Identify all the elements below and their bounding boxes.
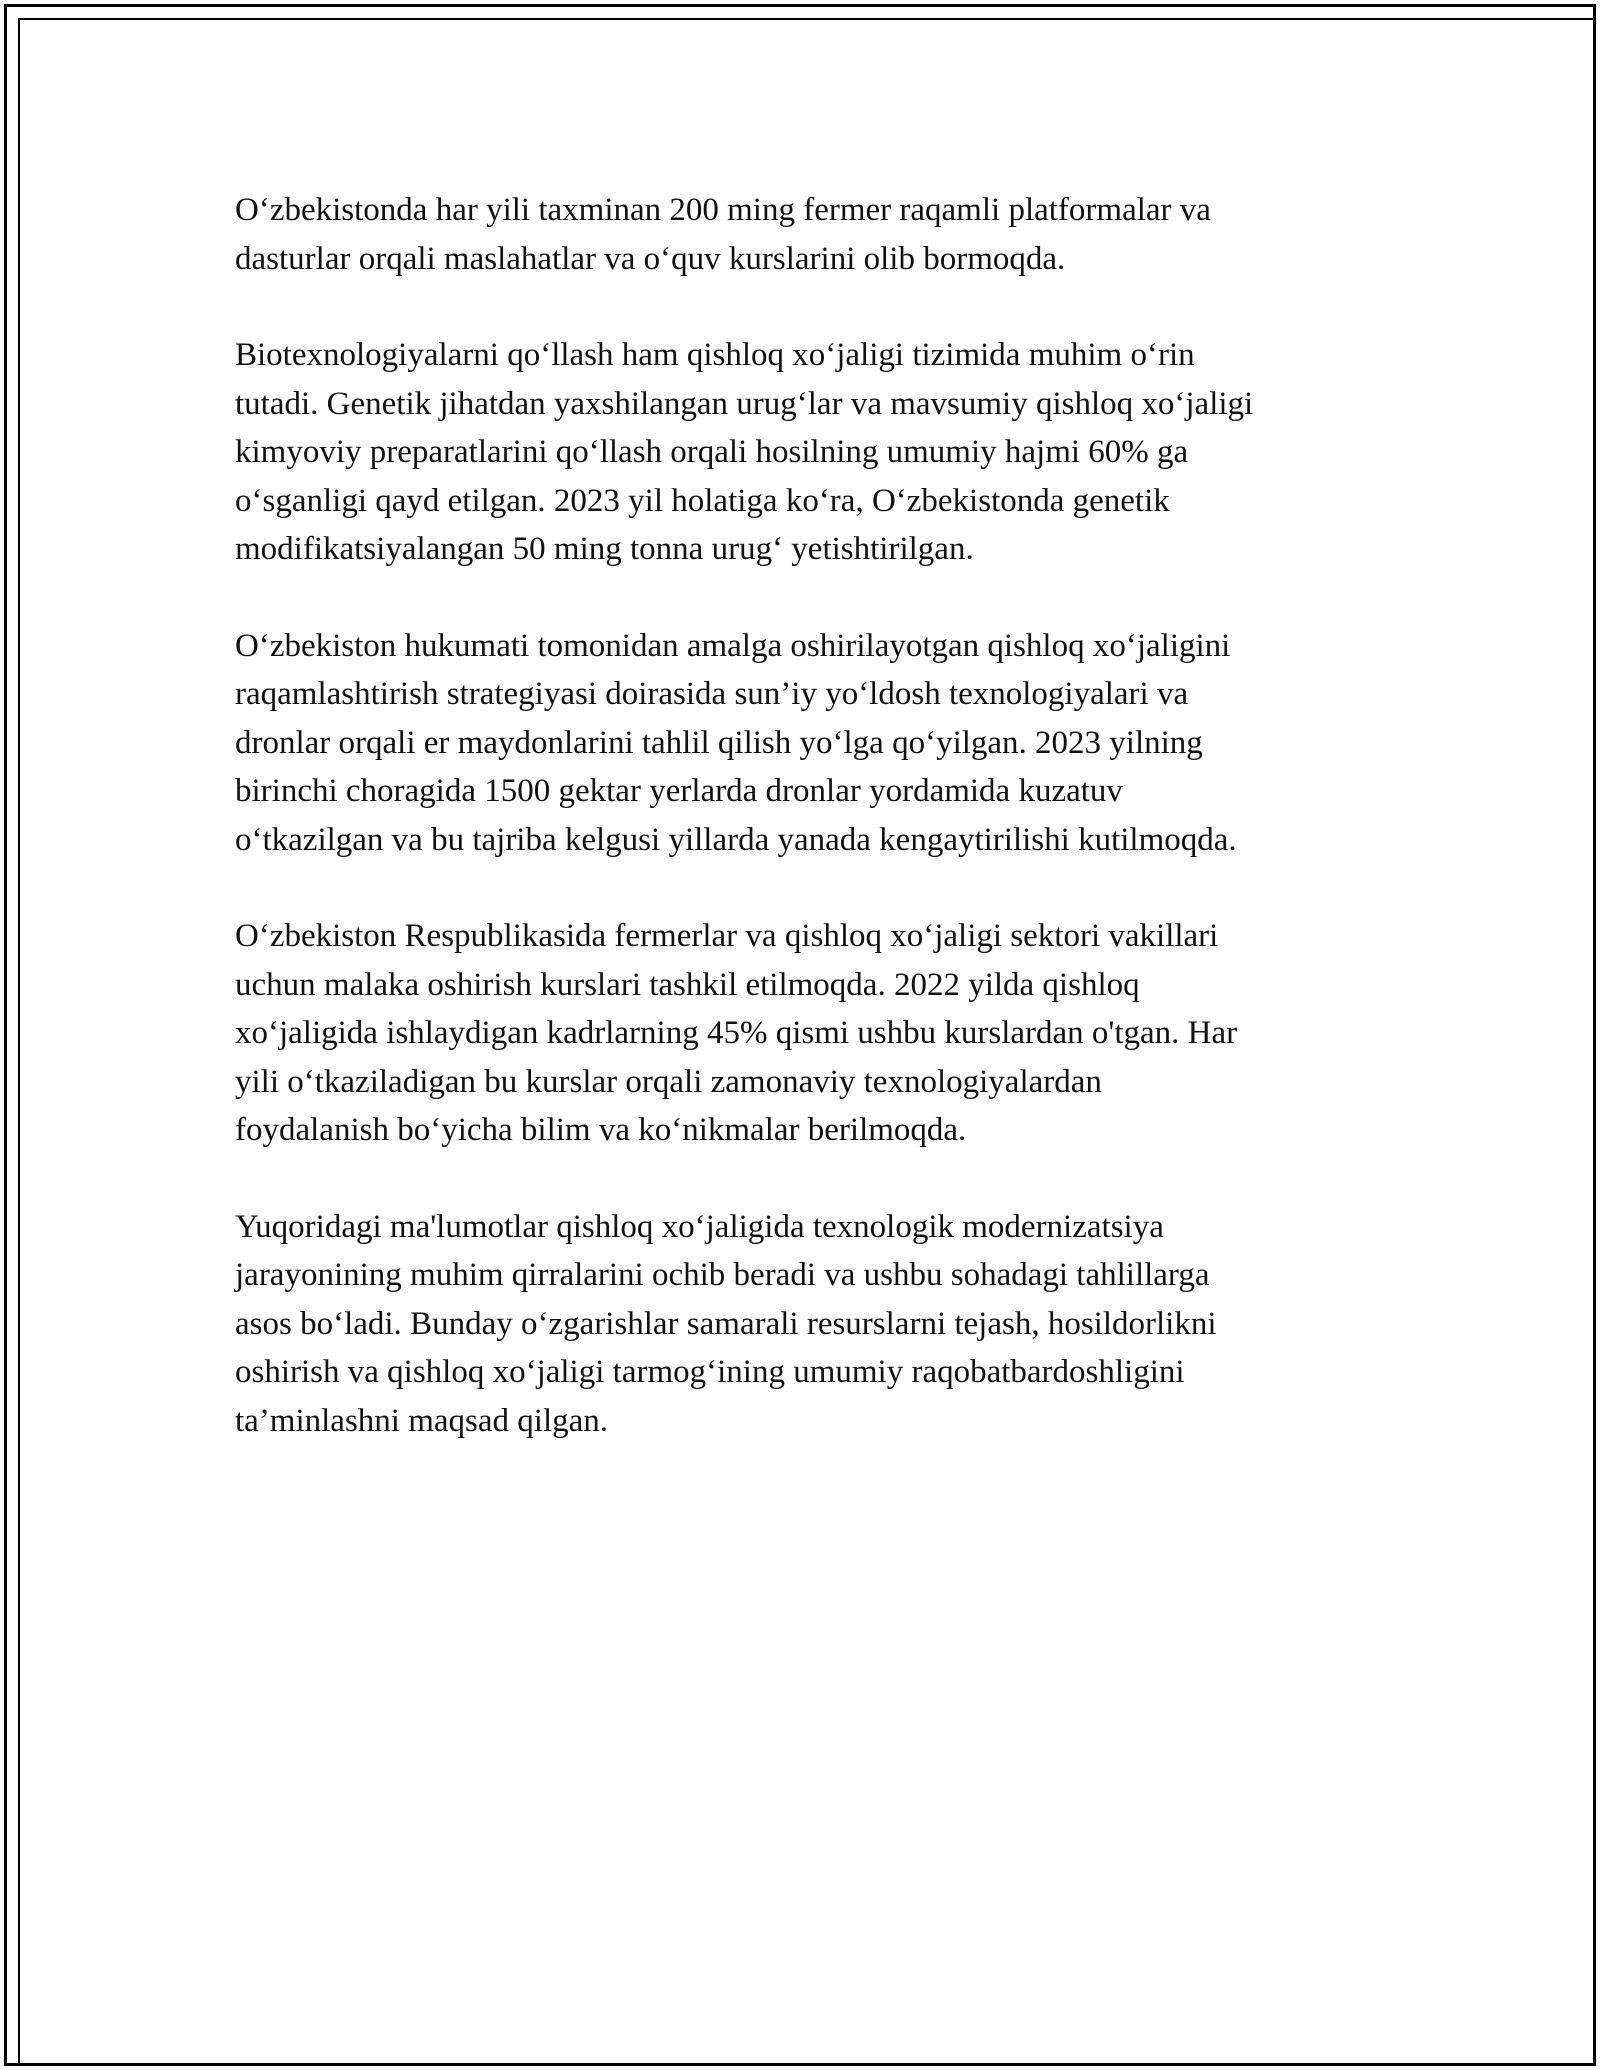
text-line: xo‘jaligida ishlaydigan kadrlarning 45% qismi ushbu kurslardan o'tgan. Har bbox=[235, 1015, 1238, 1051]
text-line: tutadi. Genetik jihatdan yaxshilangan urug‘lar va mavsumiy qishloq xo‘jaligi bbox=[235, 385, 1254, 422]
text-line: ta’minlashni maqsad qilgan. bbox=[235, 1402, 609, 1439]
document-body bbox=[235, 186, 1395, 1493]
text-line: birinchi choragida 1500 gektar yerlarda dronlar yordamida kuzatuv bbox=[235, 773, 1123, 809]
paragraph-farmers-digital-platforms bbox=[235, 186, 1395, 283]
text-line: yili o‘tkaziladigan bu kurslar orqali zamonaviy texnologiyalardan bbox=[235, 1063, 1102, 1100]
text-line: jarayonining muhim qirralarini ochib beradi va ushbu sohadagi tahlillarga bbox=[235, 1257, 1210, 1293]
text-line: kimyoviy preparatlarini qo‘llash orqali hosilning umumiy hajmi 60% ga bbox=[235, 434, 1189, 470]
text-line: O‘zbekiston Respublikasida fermerlar va qishloq xo‘jaligi sektori vakillari bbox=[235, 918, 1219, 954]
text-line: O‘zbekiston hukumati tomonidan amalga oshirilayotgan qishloq xo‘jaligini bbox=[235, 627, 1231, 664]
text-line: asos bo‘ladi. Bunday o‘zgarishlar samarali resurslarni tejash, hosildorlikni bbox=[235, 1305, 1217, 1342]
text-line: modifikatsiyalangan 50 ming tonna urug‘ yetishtirilgan. bbox=[235, 531, 974, 567]
text-line: dasturlar orqali maslahatlar va o‘quv kurslarini olib bormoqda. bbox=[235, 240, 1066, 277]
text-line: Biotexnologiyalarni qo‘llash ham qishloq xo‘jaligi tizimida muhim o‘rin bbox=[235, 337, 1195, 373]
text-line: oshirish va qishloq xo‘jaligi tarmog‘ining umumiy raqobatbardoshligini bbox=[235, 1354, 1185, 1390]
text-line: o‘tkazilgan va bu tajriba kelgusi yillarda yanada kengaytirilishi kutilmoqda. bbox=[235, 821, 1237, 858]
paragraph-biotechnology bbox=[235, 331, 1395, 574]
text-line: uchun malaka oshirish kurslari tashkil etilmoqda. 2022 yilda qishloq bbox=[235, 966, 1140, 1003]
text-line: raqamlashtirish strategiyasi doirasida sun’iy yo‘ldosh texnologiyalari va bbox=[235, 676, 1189, 712]
text-line: foydalanish bo‘yicha bilim va ko‘nikmalar berilmoqda. bbox=[235, 1112, 967, 1148]
text-line: o‘sganligi qayd etilgan. 2023 yil holatiga ko‘ra, O‘zbekistonda genetik bbox=[235, 482, 1170, 519]
paragraph-conclusion bbox=[235, 1203, 1395, 1446]
paragraph-training-courses bbox=[235, 912, 1395, 1155]
text-line: dronlar orqali er maydonlarini tahlil qilish yo‘lga qo‘yilgan. 2023 yilning bbox=[235, 724, 1203, 761]
text-line: O‘zbekistonda har yili taxminan 200 ming fermer raqamli platformalar va bbox=[235, 192, 1211, 228]
paragraph-digitalization-strategy bbox=[235, 622, 1395, 865]
text-line: Yuqoridagi ma'lumotlar qishloq xo‘jaligida texnologik modernizatsiya bbox=[235, 1208, 1164, 1245]
